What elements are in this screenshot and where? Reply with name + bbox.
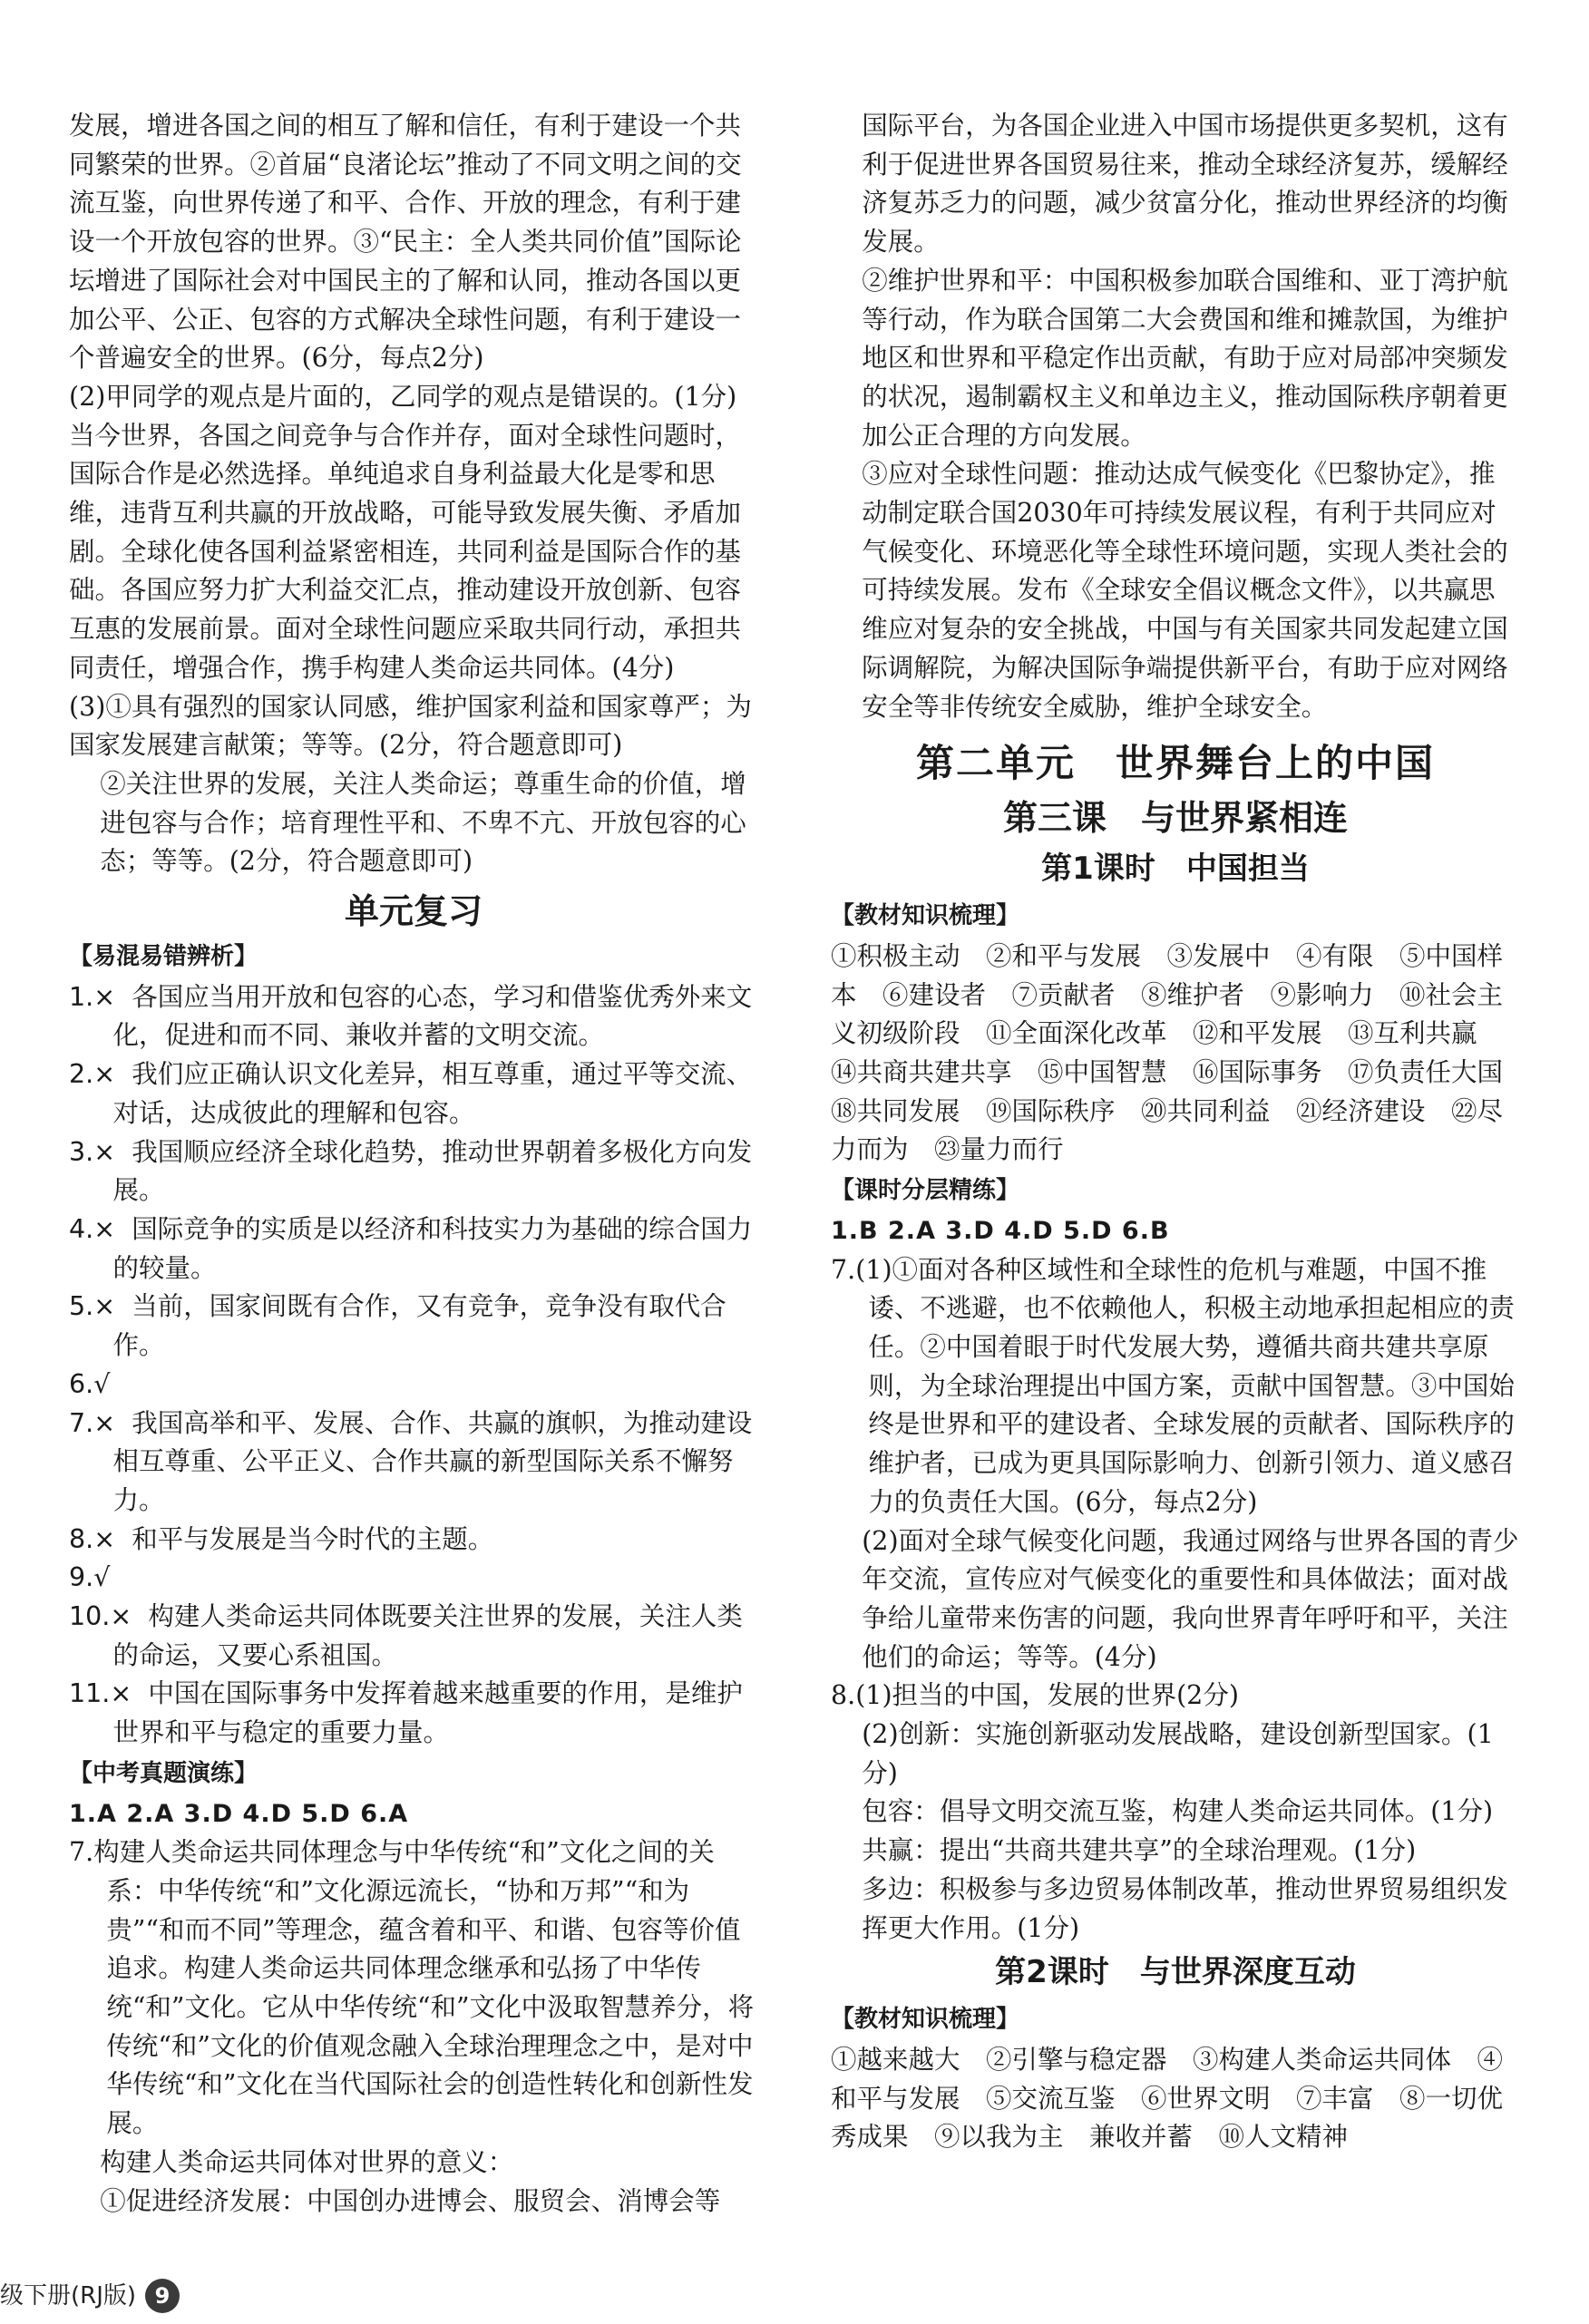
item-number: 10.× [69, 1601, 132, 1632]
page-number: 9 [145, 2279, 180, 2313]
unit-title: 第二单元 世界舞台上的中国 [915, 741, 1435, 786]
section-heading-exam: 【中考真题演练】 [69, 1759, 258, 1787]
review-title: 单元复习 [344, 891, 483, 932]
answer-paragraph: ③应对全球性问题：推动达成气候变化《巴黎协定》，推动制定联合国2030年可持续发展议程，有利于共同应对气候变化、环境恶化等全球性环境问题，实现人类社会的可持续发展。发布《全球安全倡议概念文件》，以共赢思维应对复杂的安全挑战，中国与有关国家共同发起建立国际调解院，为解决国际争端提供新平台，有助于应对网络安全等非传统安全威胁，维护全球安全。 [862, 459, 1508, 722]
answer-paragraph: 7.构建人类命运共同体理念与中华传统“和”文化之间的关系：中华传统“和”文化源远流长，“协和万邦”“和为贵”“和而不同”等理念，蕴含着和平、和谐、包容等价值追求。构建人类命运共同体理念继承和弘扬了中华传统“和”文化。它从中华传统“和”文化中汲取智慧养分，将传统“和”文化的价值观念融入全球治理理念之中，是对中华传统“和”文化在当代国际社会的创造性转化和创新性发展。 [69, 1837, 755, 2139]
item-text: 中国在国际事务中发挥着越来越重要的作用，是维护世界和平与稳定的重要力量。 [112, 1678, 743, 1748]
item-text: 构建人类命运共同体既要关注世界的发展，关注人类的命运，又要心系祖国。 [112, 1601, 743, 1670]
choice-answers: 1.B 2.A 3.D 4.D 5.D 6.B [831, 1216, 1170, 1245]
section-heading-knowledge: 【教材知识梳理】 [831, 2006, 1020, 2034]
list-item [69, 978, 758, 1055]
answer-paragraph: 发展，增进各国之间的相互了解和信任，有利于建设一个共同繁荣的世界。②首届“良渚论坛”推动了不同文明之间的交流互鉴，向世界传递了和平、合作、开放的理念，有利于建设一个开放包容的世界。③“民主：全人类共同价值”国际论坛增进了国际社会对中国民主的了解和认同，推动各国以更加公平、公正、包容的方式解决全球性问题，有利于建设一个普遍安全的世界。(6分，每点2分) [69, 111, 742, 374]
item-number: 11.× [69, 1678, 132, 1709]
item-text: 各国应当用开放和包容的心态，学习和借鉴优秀外来文化，促进和而不同、兼收并蓄的文明交流。 [112, 981, 753, 1051]
item-number: 5.× [69, 1291, 116, 1322]
answer-paragraph: (3)①具有强烈的国家认同感，维护国家利益和国家尊严；为国家发展建言献策；等等。(2分，符合题意即可) [69, 691, 752, 761]
answer-paragraph: (2)甲同学的观点是片面的，乙同学的观点是错误的。(1分)当今世界，各国之间竞争与合作并存，面对全球性问题时，国际合作是必然选择。单纯追求自身利益最大化是零和思维，违背互利共赢的开放战略，可能导致发展失衡、矛盾加剧。全球化使各国利益紧密相连，共同利益是国际合作的基础。各国应努力扩大利益交汇点，推动建设开放创新、包容互惠的发展前景。面对全球性问题应采取共同行动，承担共同责任，增强合作，携手构建人类命运共同体。(4分) [69, 381, 742, 683]
list-item [69, 1211, 758, 1288]
answer-paragraph: 包容：倡导文明交流互鉴，构建人类命运共同体。(1分) [862, 1796, 1494, 1827]
right-column [831, 107, 1529, 2157]
list-item [69, 1366, 758, 1405]
answer-paragraph: 共赢：提出“共商共建共享”的全球治理观。(1分) [862, 1835, 1417, 1866]
left-column [69, 107, 758, 2221]
choice-answers: 1.A 2.A 3.D 4.D 5.D 6.A [69, 1799, 409, 1828]
item-text: 和平与发展是当今时代的主题。 [132, 1523, 494, 1554]
item-text: 国际竞争的实质是以经济和科技实力为基础的综合国力的较量。 [112, 1213, 753, 1283]
answer-paragraph: (2)面对全球气候变化问题，我通过网络与世界各国的青少年交流，宣传应对气候变化的重要性和具体做法；面对战争给儿童带来伤害的问题，我向世界青年呼吁和平，关注他们的命运；等等。(4分) [862, 1525, 1519, 1672]
list-item [69, 1559, 758, 1598]
page-footer [0, 2279, 180, 2313]
knowledge-list: ①越来越大 ②引擎与稳定器 ③构建人类命运共同体 ④和平与发展 ⑤交流互鉴 ⑥世界文明 ⑦丰富 ⑧一切优秀成果 ⑨以我为主 兼收并蓄 ⑩人文精神 [831, 2044, 1504, 2153]
answer-paragraph: ①促进经济发展：中国创办进博会、服贸会、消博会等 [100, 2185, 721, 2216]
item-number: 6.√ [69, 1368, 111, 1399]
list-item [69, 1288, 758, 1365]
item-number: 7.× [69, 1407, 116, 1438]
answer-paragraph: 8.(1)担当的中国，发展的世界(2分) [831, 1680, 1239, 1711]
period-title: 第1课时 中国担当 [1041, 851, 1310, 888]
answer-paragraph: 构建人类命运共同体对世界的意义： [100, 2146, 514, 2177]
section-heading-confusion: 【易混易错辨析】 [69, 943, 258, 971]
list-item [69, 1521, 758, 1560]
item-number: 9.√ [69, 1562, 111, 1593]
list-item [69, 1598, 758, 1675]
item-number: 8.× [69, 1523, 116, 1554]
answer-paragraph: (2)创新：实施创新驱动发展战略，建设创新型国家。(1分) [862, 1719, 1494, 1788]
list-item [69, 1405, 758, 1521]
list-item [69, 1675, 758, 1752]
item-number: 3.× [69, 1136, 116, 1167]
section-heading-knowledge: 【教材知识梳理】 [831, 902, 1020, 930]
item-number: 4.× [69, 1213, 116, 1244]
item-number: 2.× [69, 1059, 116, 1090]
list-item [69, 1133, 758, 1211]
knowledge-list: ①积极主动 ②和平与发展 ③发展中 ④有限 ⑤中国样本 ⑥建设者 ⑦贡献者 ⑧维护者 ⑨影响力 ⑩社会主义初级阶段 ⑪全面深化改革 ⑫和平发展 ⑬互利共赢 ⑭共商共建共享 ⑮中国智慧 ⑯国际事务 ⑰负责任大国 ⑱共同发展 ⑲国际秩序 ⑳共同利益 ㉑经济建设 ㉒尽力而为 ㉓量力而行 [831, 940, 1529, 1165]
item-text: 我国高举和平、发展、合作、共赢的旗帜，为推动建设相互尊重、公平正义、合作共赢的新型国际关系不懈努力。 [112, 1407, 753, 1515]
period-title: 第2课时 与世界深度互动 [995, 1954, 1356, 1991]
lesson-title: 第三课 与世界紧相连 [1002, 798, 1348, 839]
answer-paragraph: 国际平台，为各国企业进入中国市场提供更多契机，这有利于促进世界各国贸易往来，推动全球经济复苏，缓解经济复苏乏力的问题，减少贫富分化，推动世界经济的均衡发展。 [862, 111, 1508, 258]
answer-paragraph: 多边：积极参与多边贸易体制改革，推动世界贸易组织发挥更大作用。(1分) [862, 1873, 1508, 1943]
answer-paragraph: ②维护世界和平：中国积极参加联合国维和、亚丁湾护航等行动，作为联合国第二大会费国和维和摊款国，为维护地区和世界和平稳定作出贡献，有助于应对局部冲突频发的状况，遏制霸权主义和单边主义，推动国际秩序朝着更加公正合理的方向发展。 [862, 265, 1508, 451]
edition-label: 级下册(RJ版) [0, 2282, 137, 2309]
answer-paragraph: 7.(1)①面对各种区域性和全球性的危机与难题，中国不推诿、不逃避，也不依赖他人，积极主动地承担起相应的责任。②中国着眼于时代发展大势，遵循共商共建共享原则，为全球治理提出中国方案，贡献中国智慧。③中国始终是世界和平的建设者、全球发展的贡献者、国际秩序的维护者，已成为更具国际影响力、创新引领力、道义感召力的负责任大国。(6分，每点2分) [831, 1254, 1515, 1517]
answer-paragraph: ②关注世界的发展，关注人类命运；尊重生命的价值，增进包容与合作；培育理性平和、不卑不亢、开放包容的心态；等等。(2分，符合题意即可) [100, 768, 746, 877]
list-item [69, 1055, 758, 1133]
item-text: 我们应正确认识文化差异，相互尊重，通过平等交流、对话，达成彼此的理解和包容。 [112, 1059, 753, 1128]
item-text: 当前，国家间既有合作，又有竞争，竞争没有取代合作。 [112, 1291, 726, 1361]
item-number: 1.× [69, 981, 116, 1012]
section-heading-practice: 【课时分层精练】 [831, 1177, 1020, 1205]
item-text: 我国顺应经济全球化趋势，推动世界朝着多极化方向发展。 [112, 1136, 753, 1206]
